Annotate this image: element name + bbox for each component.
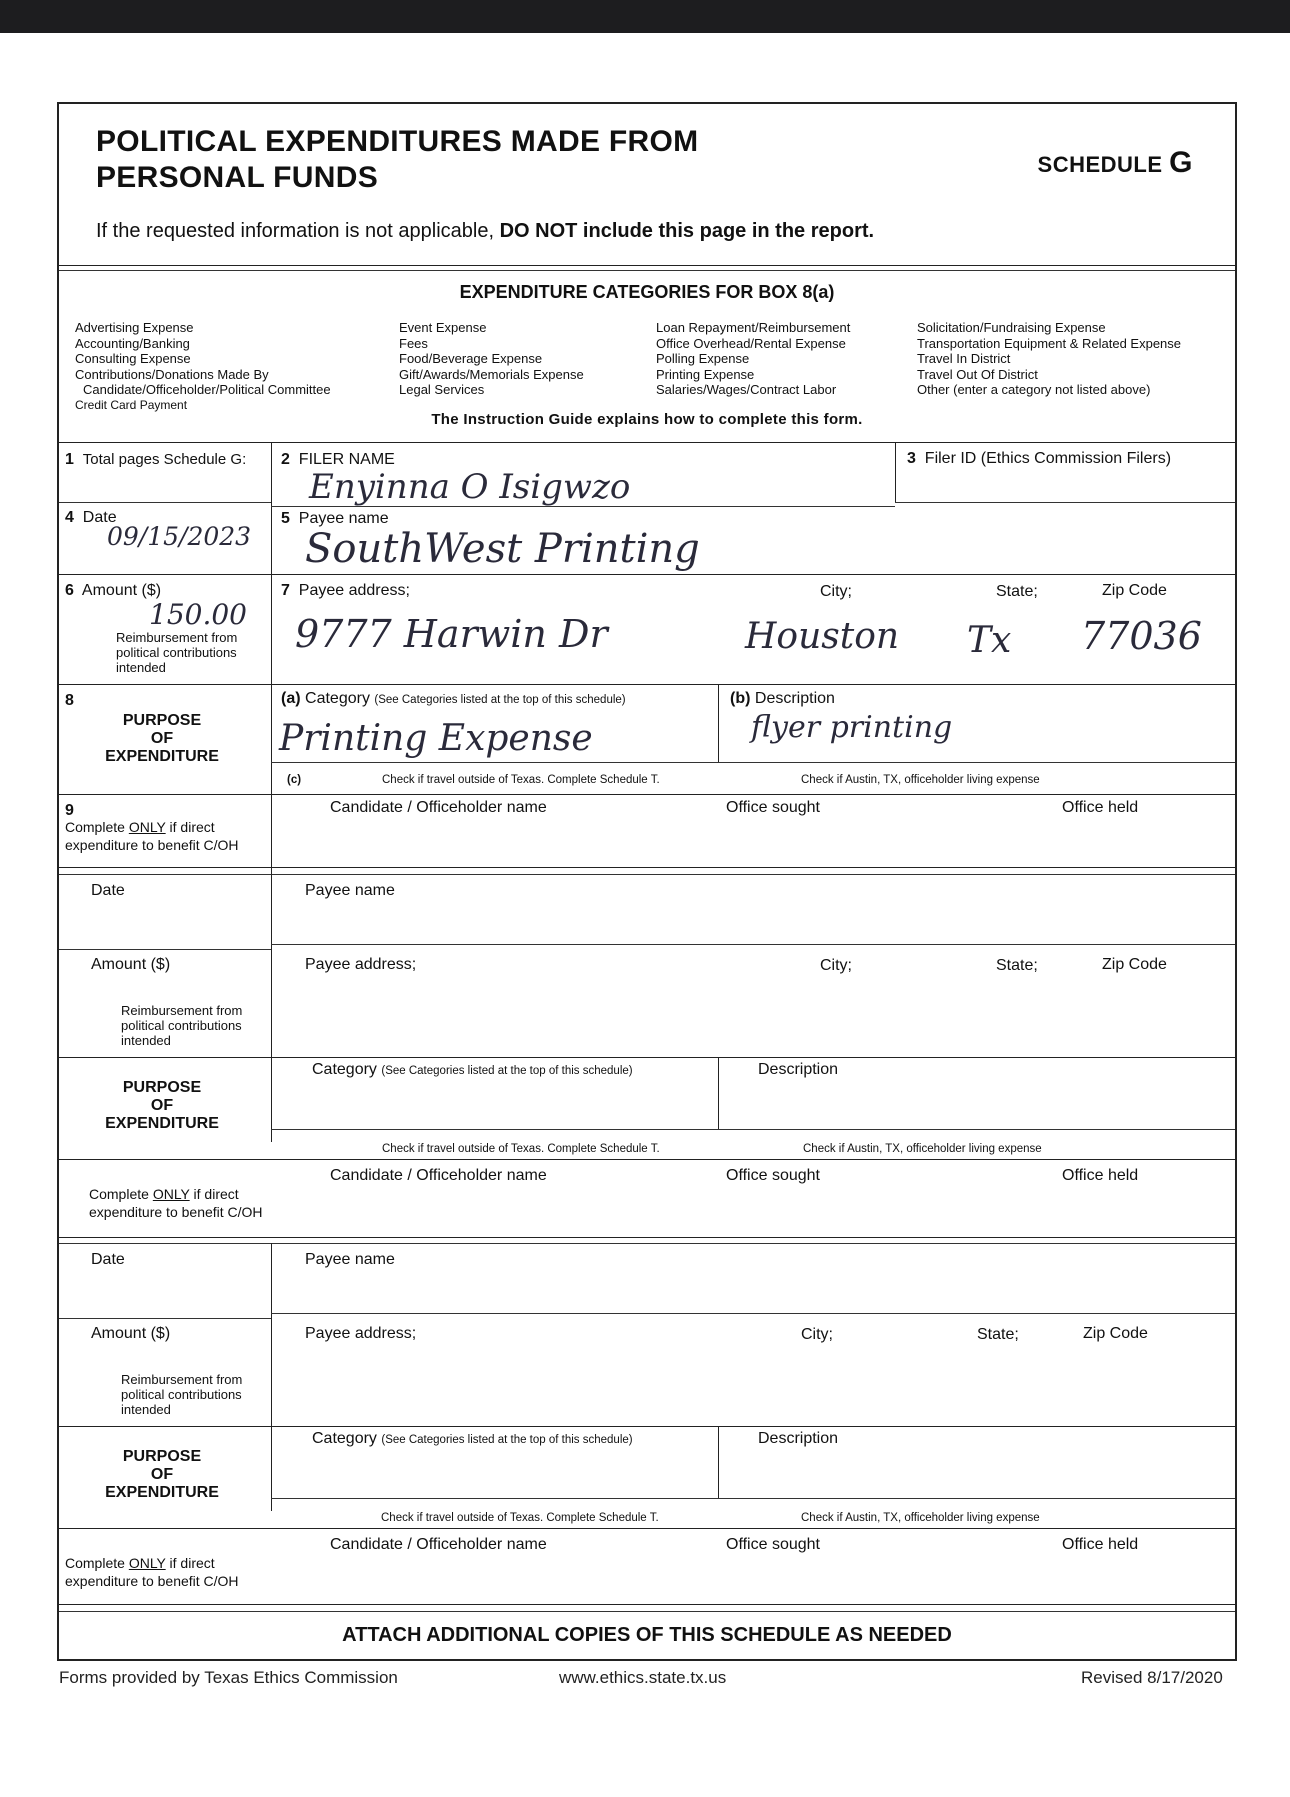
direct-expenditure-number: 9 xyxy=(65,802,74,819)
filer-name-label: 2 FILER NAME xyxy=(281,451,395,468)
payee-address-label-2: Payee address; xyxy=(305,956,417,973)
reimbursement-note-2: Reimbursement from political contributions intended xyxy=(121,1003,243,1048)
office-held-label-3: Office held xyxy=(1062,1536,1139,1553)
zip-label-3: Zip Code xyxy=(1083,1325,1148,1342)
category-label-3: Category (See Categories listed at the top of this schedule) xyxy=(312,1430,633,1447)
reimbursement-note: Reimbursement from political contributions intended xyxy=(116,630,238,675)
instruction-text: If the requested information is not applicable, DO NOT include this page in the report. xyxy=(96,220,875,242)
city-label-3: City; xyxy=(801,1326,833,1343)
state-label-3: State; xyxy=(977,1326,1019,1343)
office-sought-label: Office sought xyxy=(726,799,820,816)
direct-expenditure-note: Complete ONLY if direct expenditure to benefit C/OH xyxy=(65,819,239,853)
date-label-2: Date xyxy=(91,882,125,899)
revised-date: Revised 8/17/2020 xyxy=(1081,1668,1223,1687)
purpose-number: 8 xyxy=(65,692,74,709)
purpose-label: PURPOSE OF EXPENDITURE xyxy=(105,712,219,765)
city-label-2: City; xyxy=(820,957,852,974)
zip-value[interactable]: 77036 xyxy=(1081,614,1202,658)
category-label-2: Category (See Categories listed at the top of this schedule) xyxy=(312,1061,633,1078)
direct-expenditure-note-3: Complete ONLY if direct expenditure to benefit C/OH xyxy=(65,1555,239,1589)
office-sought-label-2: Office sought xyxy=(726,1167,820,1184)
instruction-guide-note: The Instruction Guide explains how to complete this form. xyxy=(431,411,863,428)
austin-living-expense-check-3[interactable]: Check if Austin, TX, officeholder living expense xyxy=(801,1512,1040,1524)
description-label: (b) Description xyxy=(730,690,835,707)
description-label-3: Description xyxy=(758,1430,839,1447)
austin-living-expense-check[interactable]: Check if Austin, TX, officeholder living expense xyxy=(801,774,1040,786)
street-value[interactable]: 9777 Harwin Dr xyxy=(295,612,608,656)
category-value[interactable]: Printing Expense xyxy=(279,718,593,759)
payee-address-label-3: Payee address; xyxy=(305,1325,417,1342)
purpose-label-3: PURPOSE OF EXPENDITURE xyxy=(105,1448,219,1501)
payee-name-label-2: Payee name xyxy=(305,882,395,899)
amount-label-2: Amount ($) xyxy=(91,956,171,973)
office-sought-label-3: Office sought xyxy=(726,1536,820,1553)
schedule-g-form xyxy=(57,102,1237,1661)
reimbursement-note-3: Reimbursement from political contributions intended xyxy=(121,1372,243,1417)
description-label-2: Description xyxy=(758,1061,839,1078)
amount-label-3: Amount ($) xyxy=(91,1325,171,1342)
filer-name-value[interactable]: Enyinna O Isigwzo xyxy=(309,467,631,507)
attach-copies-note: ATTACH ADDITIONAL COPIES OF THIS SCHEDULE AS NEEDED xyxy=(342,1624,952,1646)
payee-name-label: 5 Payee name xyxy=(281,510,389,527)
zip-label: Zip Code xyxy=(1102,582,1167,599)
direct-expenditure-note-2: Complete ONLY if direct expenditure to benefit C/OH xyxy=(89,1186,263,1220)
payee-address-label: 7 Payee address; xyxy=(281,582,410,599)
payee-name-value[interactable]: SouthWest Printing xyxy=(305,526,700,572)
amount-label: 6 Amount ($) xyxy=(65,582,162,599)
date-value[interactable]: 09/15/2023 xyxy=(107,522,252,551)
candidate-name-label: Candidate / Officeholder name xyxy=(330,799,547,816)
category-label: (a) Category (See Categories listed at the top of this schedule) xyxy=(281,690,626,707)
categories-column-1: Advertising Expense Accounting/Banking Consulting Expense Contributions/Donations Made By Candidate/Officeholder/Political Committee Credit Card Payment xyxy=(75,320,331,412)
office-held-label: Office held xyxy=(1062,799,1139,816)
city-label: City; xyxy=(820,583,852,600)
form-title: POLITICAL EXPENDITURES MADE FROM PERSONAL FUNDS xyxy=(96,125,699,194)
travel-outside-texas-check-2[interactable]: Check if travel outside of Texas. Complete Schedule T. xyxy=(382,1143,660,1155)
description-value[interactable]: flyer printing xyxy=(751,710,953,745)
date-label: 4 Date xyxy=(65,509,117,526)
categories-column-2: Event Expense Fees Food/Beverage Expense Gift/Awards/Memorials Expense Legal Services xyxy=(399,320,584,397)
schedule-label: SCHEDULE G xyxy=(1037,146,1193,179)
travel-outside-texas-check[interactable]: Check if travel outside of Texas. Complete Schedule T. xyxy=(382,774,660,786)
top-dark-bar xyxy=(0,0,1290,33)
austin-living-expense-check-2[interactable]: Check if Austin, TX, officeholder living expense xyxy=(803,1143,1042,1155)
date-label-3: Date xyxy=(91,1251,125,1268)
total-pages-label: 1 Total pages Schedule G: xyxy=(65,451,247,468)
categories-column-3: Loan Repayment/Reimbursement Office Overhead/Rental Expense Polling Expense Printing Expense Salaries/Wages/Contract Labor xyxy=(656,320,851,397)
payee-name-label-3: Payee name xyxy=(305,1251,395,1268)
travel-check-letter: (c) xyxy=(287,774,302,786)
filer-id-label: 3 Filer ID (Ethics Commission Filers) xyxy=(907,450,1172,467)
candidate-name-label-2: Candidate / Officeholder name xyxy=(330,1167,547,1184)
state-label-2: State; xyxy=(996,957,1038,974)
amount-value[interactable]: 150.00 xyxy=(149,598,247,631)
provided-by-text: Forms provided by Texas Ethics Commission xyxy=(59,1668,398,1687)
ethics-website-link[interactable]: www.ethics.state.tx.us xyxy=(559,1668,727,1687)
categories-column-4: Solicitation/Fundraising Expense Transportation Equipment & Related Expense Travel In District Travel Out Of District Other (enter a category not listed above) xyxy=(917,320,1182,397)
state-label: State; xyxy=(996,583,1038,600)
categories-heading: EXPENDITURE CATEGORIES FOR BOX 8(a) xyxy=(459,282,835,302)
state-value[interactable]: Tx xyxy=(967,620,1012,661)
city-value[interactable]: Houston xyxy=(745,616,900,657)
purpose-label-2: PURPOSE OF EXPENDITURE xyxy=(105,1079,219,1132)
office-held-label-2: Office held xyxy=(1062,1167,1139,1184)
zip-label-2: Zip Code xyxy=(1102,956,1167,973)
travel-outside-texas-check-3[interactable]: Check if travel outside of Texas. Complete Schedule T. xyxy=(381,1512,659,1524)
candidate-name-label-3: Candidate / Officeholder name xyxy=(330,1536,547,1553)
